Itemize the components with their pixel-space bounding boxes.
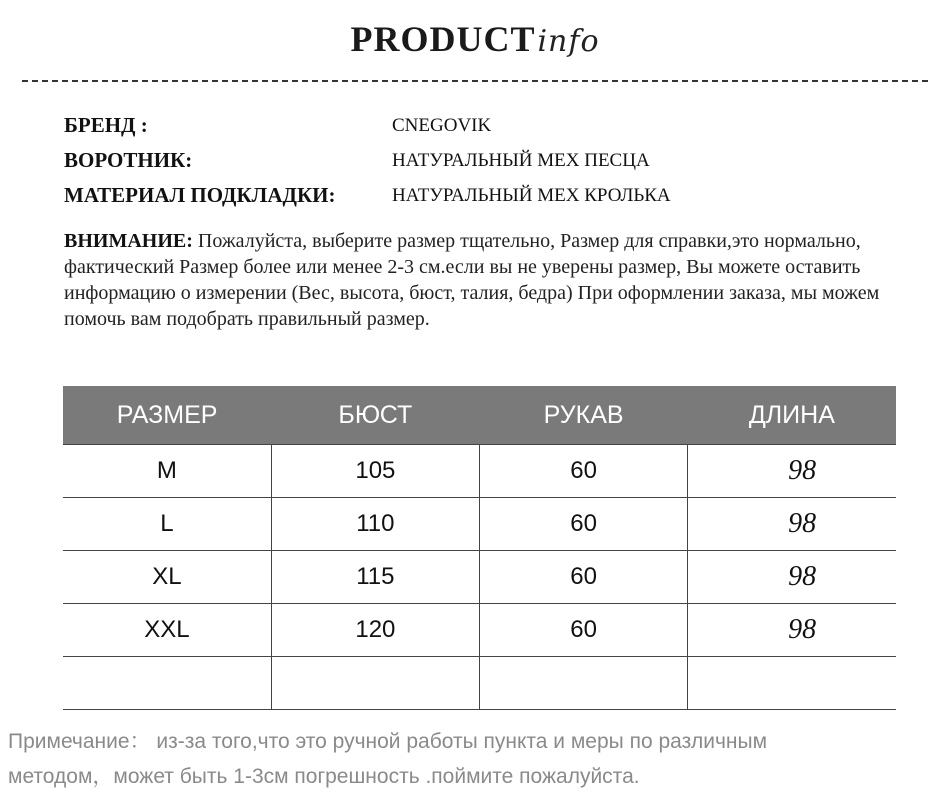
cell-sleeve	[480, 657, 688, 710]
cell-size	[63, 657, 271, 710]
table-row	[63, 551, 896, 604]
cell-length: 98	[688, 445, 896, 498]
product-info-heading	[0, 18, 950, 70]
notice-label: ВНИМАНИЕ:	[64, 230, 193, 252]
cell-bust: 105	[271, 445, 479, 498]
notice-text: Пожалуйста, выберите размер тщательно, Размер для справки,это нормально, фактический Размер более или менее 2-3 см.если вы не уверены размер, Вы можете оставить информацию о измерении (Вес, высота, бюст, талия, бедра) При оформлении заказа, мы можем помочь вам подобрать правильный размер.	[64, 230, 880, 330]
column-header-bust: БЮСТ	[271, 386, 479, 445]
cell-length: 98	[688, 604, 896, 657]
cell-sleeve: 60	[480, 498, 688, 551]
cell-sleeve: 60	[480, 604, 688, 657]
column-header-sleeve: РУКАВ	[480, 386, 688, 445]
size-table-header	[63, 386, 896, 445]
product-info-list	[64, 108, 884, 213]
footer-note	[8, 724, 938, 794]
info-value: НАТУРАЛЬНЫЙ МЕХ КРОЛЬКА	[392, 184, 671, 206]
info-label: ВОРОТНИК:	[64, 148, 193, 172]
cell-bust: 115	[271, 551, 479, 604]
info-row-collar	[64, 143, 884, 178]
cell-size: L	[63, 498, 271, 551]
cell-sleeve: 60	[480, 445, 688, 498]
footer-line-1: Примечание： из-за того,что это ручной работы пункта и меры по различным	[8, 730, 768, 753]
column-header-size: РАЗМЕР	[63, 386, 271, 445]
table-row	[63, 604, 896, 657]
cell-size: XXL	[63, 604, 271, 657]
cell-bust: 110	[271, 498, 479, 551]
size-table	[63, 386, 896, 710]
attention-notice	[64, 228, 904, 332]
heading-title: PRODUCT	[350, 19, 536, 59]
table-row	[63, 445, 896, 498]
dashed-divider	[22, 80, 928, 82]
info-value: НАТУРАЛЬНЫЙ МЕХ ПЕСЦА	[392, 149, 650, 171]
cell-bust: 120	[271, 604, 479, 657]
cell-length	[688, 657, 896, 710]
footer-line-2: методом，может быть 1-3см погрешность .поймите пожалуйста.	[8, 765, 640, 788]
info-row-lining	[64, 178, 884, 213]
cell-bust	[271, 657, 479, 710]
info-value: CNEGOVIK	[392, 114, 492, 136]
cell-size: M	[63, 445, 271, 498]
info-row-brand	[64, 108, 884, 143]
cell-size: XL	[63, 551, 271, 604]
table-row-empty	[63, 657, 896, 710]
heading-script: info	[537, 24, 600, 59]
info-label: БРЕНД :	[64, 113, 148, 137]
info-label: МАТЕРИАЛ ПОДКЛАДКИ:	[64, 183, 336, 207]
cell-length: 98	[688, 498, 896, 551]
cell-length: 98	[688, 551, 896, 604]
column-header-length: ДЛИНА	[688, 386, 896, 445]
table-row	[63, 498, 896, 551]
cell-sleeve: 60	[480, 551, 688, 604]
